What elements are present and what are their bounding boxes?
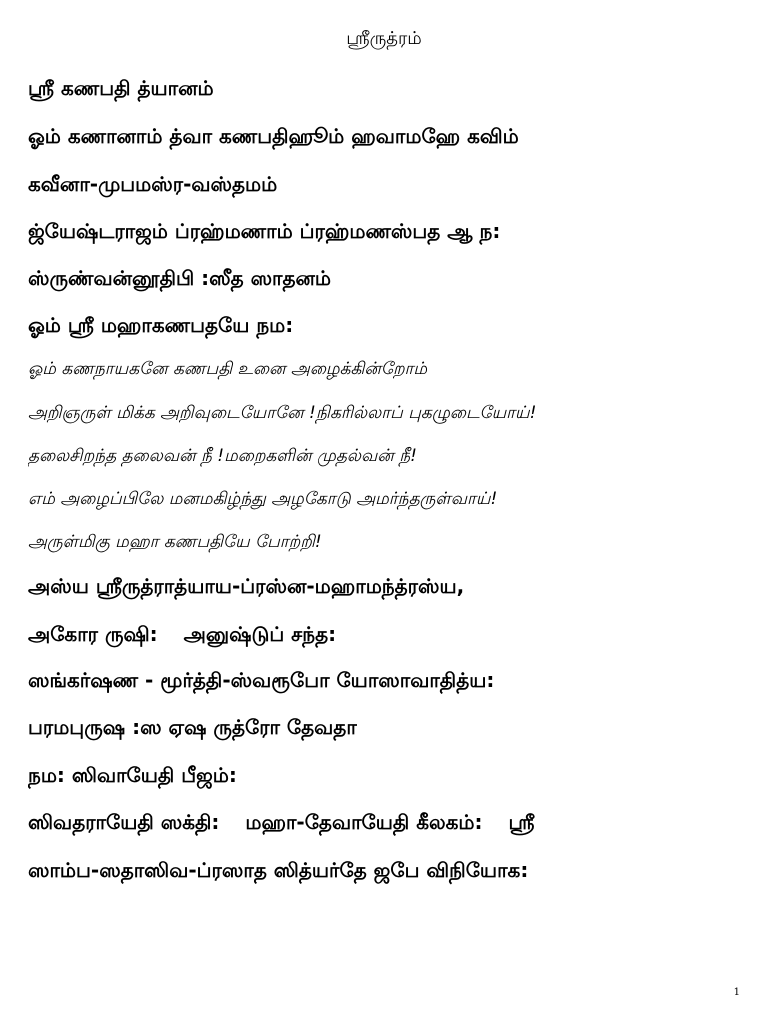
text-line (28, 622, 336, 649)
text-line: ஸ்ருண்வன்னூதிபி :ஸீத ஸாதனம் (28, 266, 332, 290)
text-line: தலைசிறந்த தலைவன் நீ !மறைகளின் முதல்வன் நீ! (28, 446, 417, 466)
text-line: ஸங்கர்ஷண - மூர்த்தி-ஸ்வரூபோ யோஸாவாதித்ய: (28, 668, 495, 692)
text-line: அஸ்ய ஸ்ரீருத்ராத்யாய-ப்ரஸ்ன-மஹாமந்த்ரஸ்ய, (28, 574, 465, 598)
text-segment: ஸ்ரீ (508, 810, 535, 834)
text-line: எம் அழைப்பிலே மனமகிழ்ந்து அழகோடு அமர்ந்தருள்வாய்! (28, 489, 498, 509)
text-line: கவீனா-முபமஸ்ர-வஸ்தமம் (28, 172, 278, 196)
text-segment: ஸிவதராயேதி ஸக்தி: (28, 810, 220, 834)
text-line: ஸாம்ப-ஸதாஸிவ-ப்ரஸாத ஸித்யர்தே ஜபே விநியோக: (28, 858, 529, 882)
page-title: ஸ்ரீருத்ரம் (346, 28, 422, 49)
text-line: அருள்மிகு மஹா கணபதியே போற்றி! (28, 532, 322, 552)
page-number: 1 (733, 987, 740, 998)
text-line: நம: ஸிவாயேதி பீஜம்: (28, 763, 237, 787)
text-line: ஓம் கணநாயகனே கணபதி உனை அழைக்கின்றோம் (28, 359, 428, 379)
text-line: பரமபுருஷ :ஸ ஏஷ ருத்ரோ தேவதா (28, 715, 357, 739)
text-line: ஜ்யேஷ்டராஜம் ப்ரஹ்மணாம் ப்ரஹ்மணஸ்பத ஆ ந: (28, 219, 501, 243)
text-line: ஓம் கணானாம் த்வா கணபதிஹூம் ஹவாமஹே கவிம் (28, 124, 519, 148)
text-line (28, 810, 535, 837)
text-line: அறிஞருள் மிக்க அறிவுடையோனே !நிகரில்லாப் புகழுடையோய்! (28, 403, 537, 423)
text-segment: அனுஷ்டுப் சந்த: (183, 622, 337, 646)
text-segment: அகோர ருஷி: (28, 622, 158, 646)
text-line: ஓம் ஸ்ரீ மஹாகணபதயே நம: (28, 313, 294, 337)
text-segment: மஹா-தேவாயேதி கீலகம்: (245, 810, 483, 834)
text-line: ஸ்ரீ கணபதி த்யானம் (28, 76, 214, 100)
